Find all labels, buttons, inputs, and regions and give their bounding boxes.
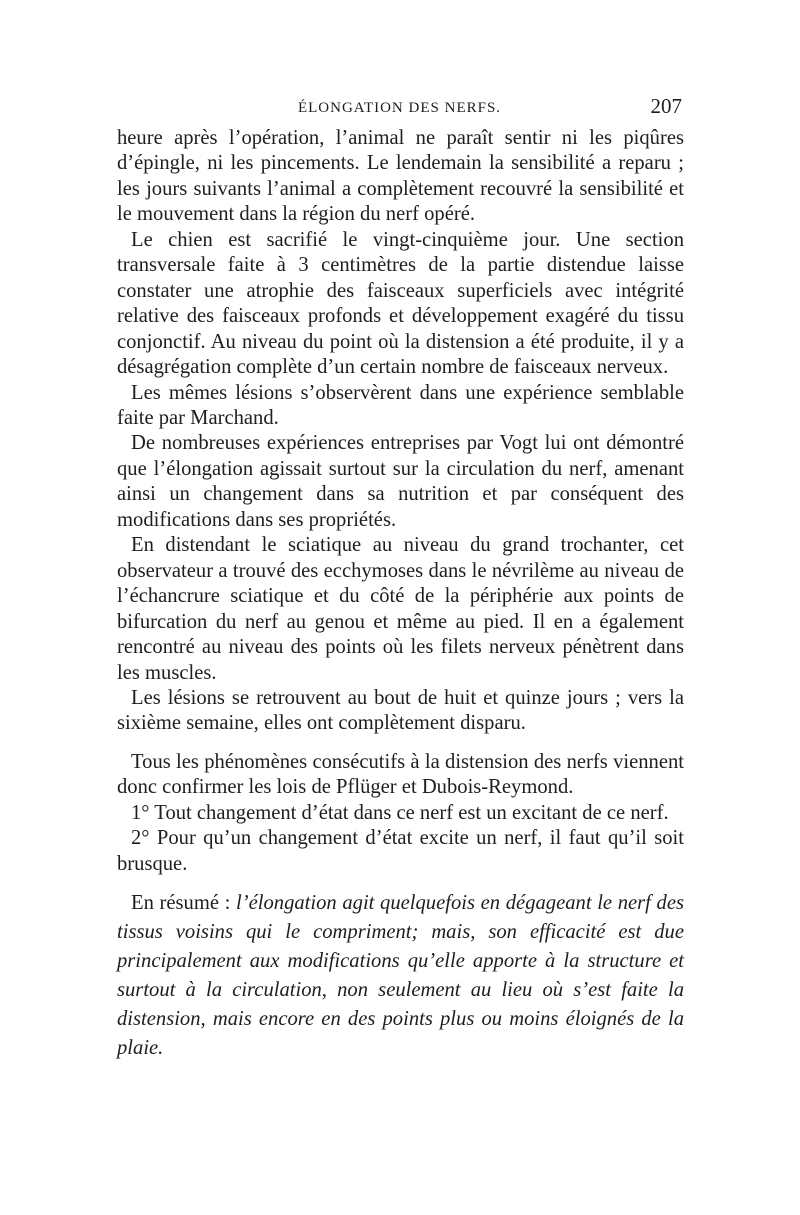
paragraph-summary (117, 889, 684, 1063)
paragraph-laws: Tous les phénomènes consécutifs à la distension des nerfs viennent donc confirmer les lois de Pflüger et Dubois-Reymond. (117, 750, 684, 799)
page-number: 207 (650, 94, 682, 118)
paragraph-continuation: heure après l’opération, l’animal ne paraît sentir ni les piqûres d’épingle, ni les pincements. Le lendemain la sensibilité a reparu ; les jours suivants l’animal a complètement recouvré la sensibilité et le mouvement dans la région du nerf opéré. (117, 127, 684, 226)
summary-text: l’élongation agit quelquefois en dégageant le nerf des tissus voisins qui le compriment; mais, son efficacité est due principalement aux modifications qu’elle apporte à la structure et surtout à la circulation, non seulement au lieu où s’est faite la distension, mais encore en des points plus ou moins éloignés de la plaie. (117, 892, 684, 1060)
page-body (117, 126, 684, 1063)
paragraph-law-2: 2° Pour qu’un changement d’état excite un nerf, il faut qu’il soit brusque. (117, 827, 684, 875)
paragraph-lesions: Les lésions se retrouvent au bout de huit et quinze jours ; vers la sixième semaine, elles ont complètement disparu. (117, 686, 684, 735)
paragraph-vogt: De nombreuses expériences entreprises par Vogt lui ont démontré que l’élongation agissait surtout sur la circulation du nerf, amenant ainsi un changement dans sa nutrition et par conséquent des modifications dans ses propriétés. (117, 432, 684, 531)
paragraph-law-1: 1° Tout changement d’état dans ce nerf est un excitant de ce nerf. (131, 801, 669, 824)
summary-lead: En résumé : (131, 892, 231, 915)
page-header (117, 96, 682, 122)
paragraph-marchand: Les mêmes lésions s’observèrent dans une expérience semblable faite par Marchand. (117, 381, 684, 429)
paragraph-sciatic: En distendant le sciatique au niveau du grand trochanter, cet observateur a trouvé des ecchymoses dans le névrilème au niveau de l’échancrure sciatique et du côté de la périphérie aux points de bifurcation du nerf au genou et même au pied. Il en a également rencontré au niveau des points où les filets nerveux pénètrent dans les muscles. (117, 534, 684, 684)
running-title: ÉLONGATION DES NERFS. (297, 100, 502, 116)
paragraph-dog-sacrificed: Le chien est sacrifié le vingt-cinquième jour. Une section transversale faite à 3 centimètres de la partie distendue laisse constater une atrophie des faisceaux superficiels avec intégrité relative des faisceaux profonds et développement exagéré du tissu conjonctif. Au niveau du point où la distension a été produite, il y a désagrégation complète d’un certain nombre de faisceaux nerveux. (117, 228, 684, 379)
